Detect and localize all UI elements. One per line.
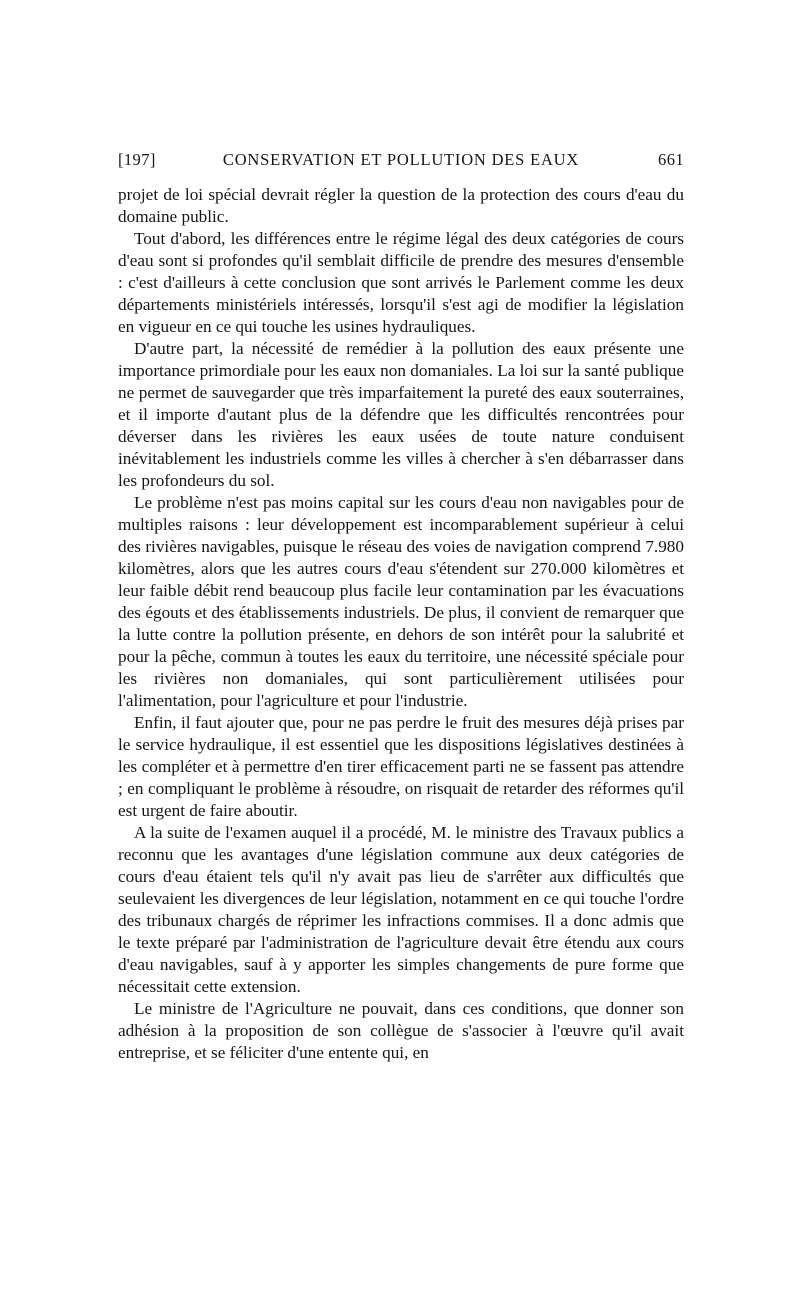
running-header (118, 150, 684, 178)
running-title: CONSERVATION ET POLLUTION DES EAUX (222, 150, 580, 169)
paragraph: A la suite de l'examen auquel il a procédé, M. le ministre des Travaux publics a reconnu que les avantages d'une législation commune aux deux catégories de cours d'eau étaient tels qu'il n'y avait pas lieu de s'arrêter aux difficultés que seulevaient les divergences de leur législation, notamment en ce qui touche l'ordre des tribunaux chargés de réprimer les infractions commises. Il a donc admis que le texte préparé par l'administration de l'agriculture devait être étendu aux cours d'eau navigables, sauf à y apporter les simples changements de pure forme que nécessitait cette extension. (118, 823, 684, 996)
paragraph-continuation: projet de loi spécial devrait régler la question de la protection des cours d'eau du domaine public. (118, 185, 684, 226)
section-folio: [197] (118, 150, 156, 169)
paragraph: Tout d'abord, les différences entre le régime légal des deux catégories de cours d'eau sont si profondes qu'il semblait difficile de prendre des mesures d'ensemble : c'est d'ailleurs à cette conclusion que sont arrivés le Parlement comme les deux départements ministériels intéressés, lorsqu'il s'est agi de modifier la législation en vigueur en ce qui touche les usines hydrauliques. (118, 229, 684, 336)
paragraph: Le problème n'est pas moins capital sur les cours d'eau non navigables pour de multiples raisons : leur développement est incomparablement supérieur à celui des rivières navigables, puisque le réseau des voies de navigation comprend 7.980 kilomètres, alors que les autres cours d'eau s'étendent sur 270.000 kilomètres et leur faible débit rend beaucoup plus facile leur contamination par les évacuations des égouts et des établissements industriels. De plus, il convient de remarquer que la lutte contre la pollution présente, en dehors de son intérêt pour la salubrité et pour la pêche, commun à toutes les eaux du territoire, une nécessité spéciale pour les rivières non domaniales, qui sont particulièrement utilisées pour l'alimentation, pour l'agriculture et pour l'industrie. (118, 493, 684, 710)
paragraph: D'autre part, la nécessité de remédier à la pollution des eaux présente une importance primordiale pour les eaux non domaniales. La loi sur la santé publique ne permet de sauvegarder que très imparfaitement la pureté des eaux souterraines, et il importe d'autant plus de la défendre que les difficultés rencontrées pour déverser dans les rivières les eaux usées de toute nature conduisent inévitablement les industriels comme les villes à chercher à s'en débarrasser dans les profondeurs du sol. (118, 339, 684, 490)
document-page (118, 150, 684, 1064)
paragraph: Le ministre de l'Agriculture ne pouvait, dans ces conditions, que donner son adhésion à la proposition de son collègue de s'associer à l'œuvre qu'il avait entreprise, et se féliciter d'une entente qui, en (118, 999, 684, 1062)
page-number: 661 (658, 150, 684, 169)
body-text (118, 184, 684, 1064)
paragraph: Enfin, il faut ajouter que, pour ne pas perdre le fruit des mesures déjà prises par le service hydraulique, il est essentiel que les dispositions législatives destinées à les compléter et à permettre d'en tirer efficacement parti ne se fassent pas attendre ; en compliquant le problème à résoudre, on risquait de retarder des réformes qu'il est urgent de faire aboutir. (118, 713, 684, 820)
